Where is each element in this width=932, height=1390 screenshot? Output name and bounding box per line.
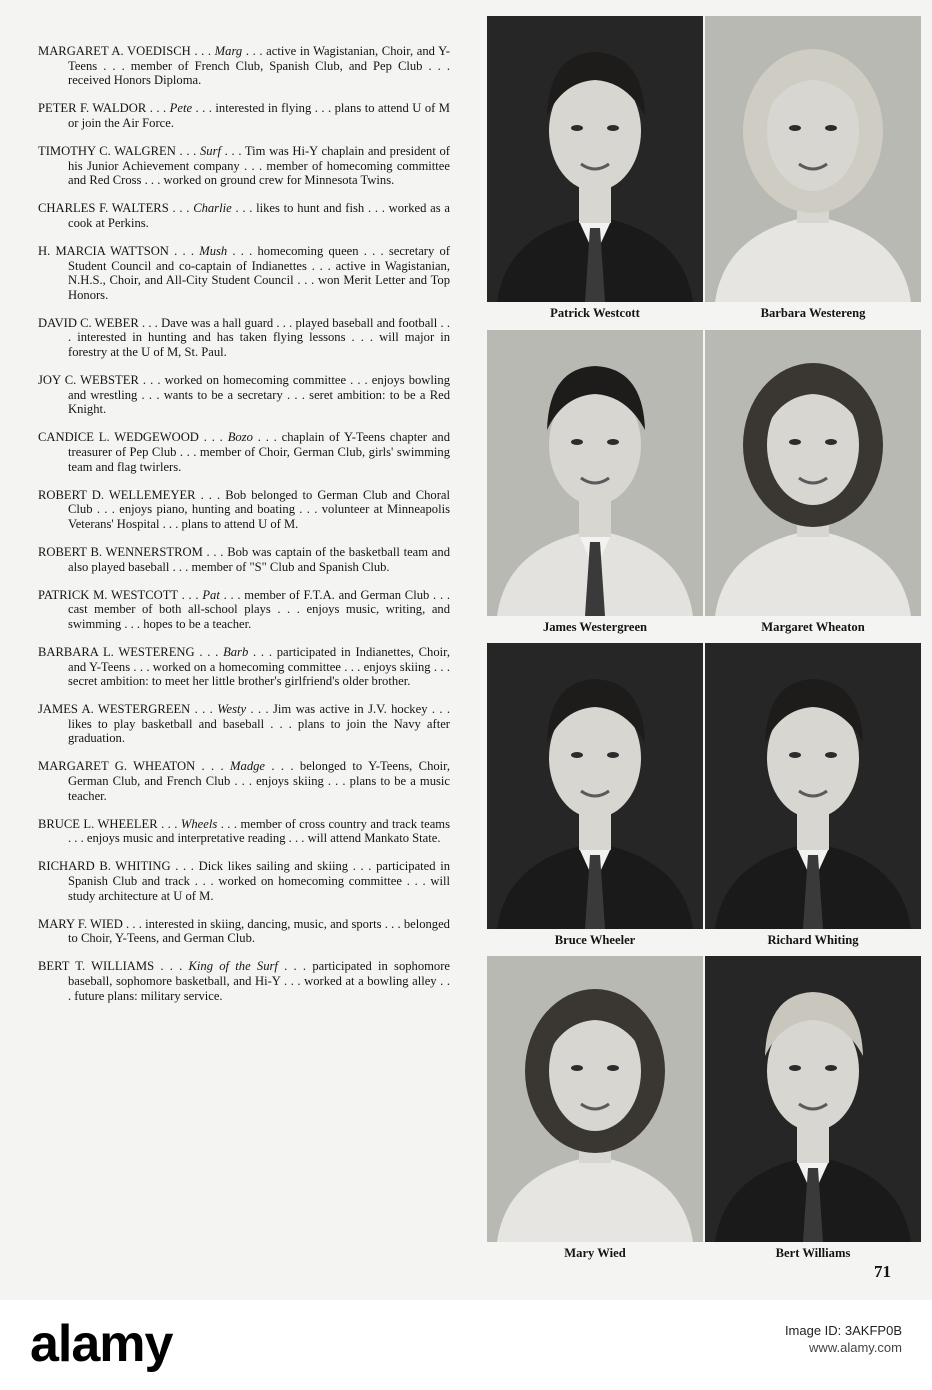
portrait-photo [705,330,921,616]
entry-nickname: Madge [230,759,266,774]
senior-entry [38,316,450,360]
entry-paragraph [38,859,450,903]
entry-nickname: Mush [199,243,228,258]
entry-name: H. MARCIA WATTSON . . . [38,243,194,258]
entry-name: ROBERT B. WENNERSTROM . . . [38,544,224,559]
portrait-caption: Bert Williams [775,1246,851,1260]
portrait-photo [705,956,921,1242]
entry-text: . . . likes to hunt and fish . . . worked as a cook at Perkins. [68,201,451,230]
portrait-photo [487,956,703,1242]
entry-nickname: Pat [202,587,220,602]
entry-nickname: King of the Surf [188,959,278,974]
senior-portrait [487,956,703,1242]
entry-name: MARGARET G. WHEATON . . . [38,759,224,774]
entry-text: . . . member of cross country and track teams . . . enjoys music and interpretative reading . . . will attend Mankato State. [68,816,450,846]
senior-entry [38,817,450,846]
entry-paragraph [38,959,450,1003]
entry-text: . . . homecoming queen . . . secretary of Student Council and co-captain of Indianettes . . . active in Wagistanian, N.H.S., Choir, and All-City Student Council . . . won Merit Letter and Top Honors. [68,243,450,302]
entry-paragraph [38,917,450,946]
portrait-photo [487,330,703,616]
portrait-photo [705,643,921,929]
entry-text: . . . chaplain of Y-Teens chapter and treasurer of Pep Club . . . member of Choir, German Club, girls' swimming team and flag twirlers. [68,430,451,474]
portrait-caption: Mary Wied [564,1246,626,1260]
senior-portrait [705,956,921,1242]
page-number: 71 [874,1262,891,1281]
senior-entry [38,44,450,88]
portrait-caption: Barbara Westereng [760,306,866,320]
entry-paragraph [38,201,450,230]
entry-paragraph [38,702,450,746]
entry-paragraph [38,488,450,532]
entry-name: JOY C. WEBSTER . . . [38,373,161,388]
entry-nickname: Bozo [227,430,253,445]
senior-portrait [487,643,703,929]
entry-text: . . . active in Wagistanian, Choir, and Y-Teens . . . member of French Club, Spanish Club, and Pep Club . . . received Honors Diploma. [68,44,450,88]
portrait-caption: Patrick Westcott [550,306,640,320]
entry-name: PETER F. WALDOR . . . [38,101,167,116]
entry-paragraph [38,44,450,88]
entry-nickname: Barb [223,644,249,659]
entry-paragraph [38,817,450,846]
entry-paragraph [38,545,450,574]
entry-paragraph [38,144,450,188]
entry-name: DAVID C. WEBER . . . [38,315,158,330]
portrait-caption: Richard Whiting [767,933,859,947]
senior-portrait [487,16,703,302]
entry-text: Dick likes sailing and skiing . . . participated in Spanish Club and track . . . worked on homecoming committee . . . will study architecture at U of M. [68,859,450,903]
entry-text: Dave was a hall guard . . . played baseball and football . . . interested in hunting and has taken flying lessons . . . will major in forestry at the U of M, St. Paul. [68,315,451,359]
alamy-logo: alamy [30,1315,173,1373]
senior-entry [38,430,450,474]
portrait-photo [705,16,921,302]
entry-name: MARGARET A. VOEDISCH . . . [38,44,212,58]
senior-entry [38,759,450,803]
portrait-photo [487,643,703,929]
senior-portrait [487,330,703,616]
senior-entry [38,144,450,188]
senior-entry [38,101,450,130]
senior-entry [38,702,450,746]
entry-nickname: Surf [199,143,221,158]
senior-entry [38,373,450,417]
senior-portrait [705,643,921,929]
senior-entry [38,588,450,632]
entry-name: BRUCE L. WHEELER . . . [38,816,178,831]
senior-entry [38,488,450,532]
entry-text: . . . Tim was Hi-Y chaplain and president of his Junior Achievement company . . . member of homecoming committee and Red Cross . . . worked on ground crew for Minnesota Twins. [68,143,451,188]
senior-entry [38,959,450,1003]
entry-paragraph [38,759,450,803]
entry-name: CHARLES F. WALTERS . . . [38,201,190,216]
entry-paragraph [38,244,450,302]
senior-entry [38,645,450,689]
senior-portrait [705,16,921,302]
image-id [785,1322,902,1356]
watermark-bar [0,1300,932,1390]
entry-text: interested in skiing, dancing, music, and sports . . . belonged to Choir, Y-Teens, and German Club. [68,916,450,946]
senior-entry [38,244,450,302]
portrait-caption: Margaret Wheaton [761,620,865,634]
entry-name: ROBERT D. WELLEMEYER . . . [38,487,221,502]
senior-entry [38,545,450,574]
entry-name: JAMES A. WESTERGREEN . . . [38,702,213,717]
senior-entries-column [38,44,450,1017]
entry-text: . . . interested in flying . . . plans to attend U of M or join the Air Force. [68,101,451,130]
entry-paragraph [38,373,450,417]
senior-entry [38,859,450,903]
senior-entry [38,201,450,230]
entry-nickname: Marg [214,44,243,58]
entry-name: MARY F. WIED . . . [38,916,142,931]
entry-name: BERT T. WILLIAMS . . . [38,959,183,974]
portrait-photo [487,16,703,302]
senior-portrait [705,330,921,616]
entry-nickname: Wheels [180,816,218,831]
entry-text: worked on homecoming committee . . . enjoys bowling and wrestling . . . wants to be a secretary . . . seret ambition: to be a Red Knight. [68,373,450,417]
entry-text: . . . belonged to Y-Teens, Choir, German Club, and French Club . . . enjoys skiing . . . plans to be a music teacher. [68,759,450,803]
entry-name: TIMOTHY C. WALGREN . . . [38,143,197,158]
watermark-url: www.alamy.com [809,1340,902,1355]
entry-text: Bob was captain of the basketball team and also played baseball . . . member of "S" Club and Spanish Club. [68,544,450,574]
entry-paragraph [38,645,450,689]
entry-paragraph [38,316,450,360]
entry-nickname: Westy [217,702,247,717]
entry-text: . . . participated in Indianettes, Choir, and Y-Teens . . . worked on a homecoming committee . . . enjoys skiing . . . secret ambition: to meet her little brother's girlfriend's older brother. [68,644,450,689]
entry-name: PATRICK M. WESTCOTT . . . [38,587,199,602]
portrait-caption: James Westergreen [542,620,648,634]
entry-name: RICHARD B. WHITING . . . [38,859,194,874]
entry-text: Bob belonged to German Club and Choral Club . . . enjoys piano, hunting and boating . . . volunteer at Minneapolis Veterans' Hospital . . . plans to attend U of M. [68,487,450,531]
entry-paragraph [38,430,450,474]
entry-text: . . . Jim was active in J.V. hockey . . . likes to play basketball and baseball . . . plans to join the Navy after graduation. [68,702,451,746]
portrait-caption: Bruce Wheeler [554,933,636,947]
entry-paragraph [38,101,450,130]
senior-entry [38,917,450,946]
entry-paragraph [38,588,450,632]
entry-name: BARBARA L. WESTERENG . . . [38,644,219,659]
entry-text: . . . member of F.T.A. and German Club . . . cast member of both all-school plays . . . enjoys music, writing, and swimming . . . hopes to be a teacher. [68,587,450,631]
entry-text: . . . participated in sophomore baseball, sophomore basketball, and Hi-Y . . . worked at a bowling alley . . . future plans: military service. [68,959,451,1003]
entry-nickname: Charlie [193,201,232,216]
image-id-text: Image ID: 3AKFP0B [784,1323,902,1338]
entry-name: CANDICE L. WEDGEWOOD . . . [38,430,223,445]
entry-nickname: Pete [169,101,193,116]
